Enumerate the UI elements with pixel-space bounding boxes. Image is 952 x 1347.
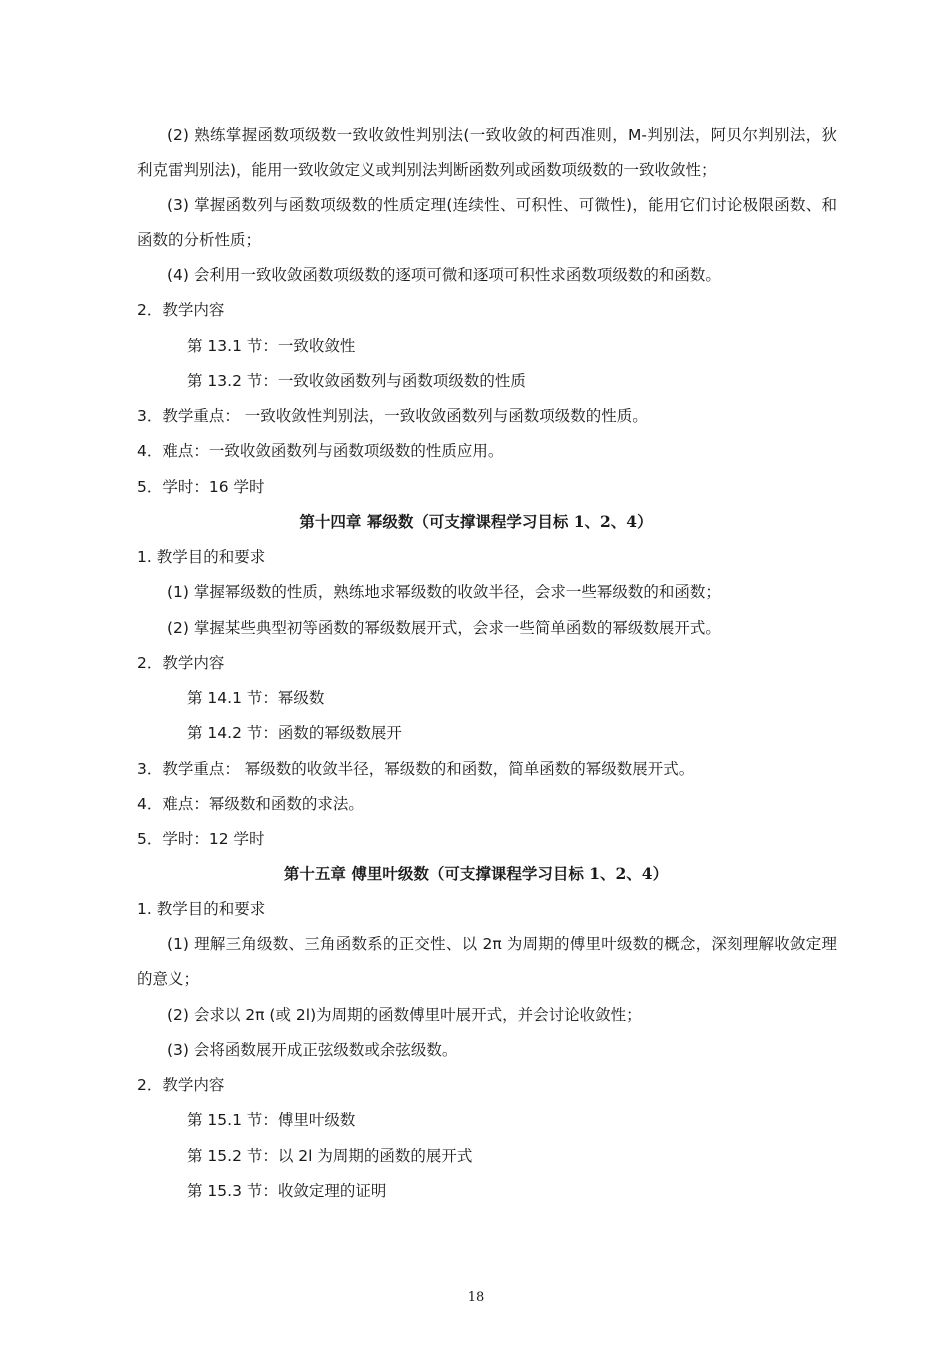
ch15-section-2: 第 15.2 节：以 2l 为周期的函数的展开式 [187, 1147, 473, 1165]
ch13-section-2: 第 13.2 节：一致收敛函数列与函数项级数的性质 [187, 372, 526, 390]
ch15-content-title: 2．教学内容 [137, 1076, 225, 1094]
ch15-section-1: 第 15.1 节：傅里叶级数 [187, 1111, 356, 1129]
ch13-objective-3: (3) 掌握函数列与函数项级数的性质定理(连续性、可积性、可微性)，能用它们讨论极限函数、和函数的分析性质； [137, 196, 837, 249]
ch14-heading: 第十四章 幂级数（可支撑课程学习目标 1、2、4） [299, 512, 653, 531]
ch14-section-2: 第 14.2 节：函数的幂级数展开 [187, 724, 402, 742]
ch13-section-1: 第 13.1 节：一致收敛性 [187, 337, 356, 355]
ch15-objective-2: (2) 会求以 2π (或 2l)为周期的函数傅里叶展开式，并会讨论收敛性； [167, 1006, 642, 1024]
ch15-goal-title: 1. 教学目的和要求 [137, 900, 266, 918]
ch14-difficulty: 4．难点：幂级数和函数的求法。 [137, 795, 364, 813]
ch14-content-title: 2．教学内容 [137, 654, 225, 672]
ch14-key-points: 3．教学重点： 幂级数的收敛半径，幂级数的和函数，简单函数的幂级数展开式。 [137, 760, 695, 778]
ch14-goal-title: 1. 教学目的和要求 [137, 548, 266, 566]
page-number: 18 [467, 1290, 485, 1305]
ch13-hours: 5．学时：16 学时 [137, 478, 265, 496]
ch14-hours: 5．学时：12 学时 [137, 830, 265, 848]
ch13-difficulty: 4．难点：一致收敛函数列与函数项级数的性质应用。 [137, 442, 504, 460]
ch14-section-1: 第 14.1 节：幂级数 [187, 689, 325, 707]
ch14-objective-1: (1) 掌握幂级数的性质，熟练地求幂级数的收敛半径，会求一些幂级数的和函数； [167, 583, 721, 601]
ch15-objective-1: (1) 理解三角级数、三角函数系的正交性、以 2π 为周期的傅里叶级数的概念，深刻理解收敛定理的意义； [137, 935, 837, 988]
ch13-objective-2: (2) 熟练掌握函数项级数一致收敛性判别法(一致收敛的柯西准则，M-判别法，阿贝尔判别法，狄利克雷判别法)，能用一致收敛定义或判别法判断函数列或函数项级数的一致收敛性； [137, 126, 837, 179]
ch14-objective-2: (2) 掌握某些典型初等函数的幂级数展开式，会求一些简单函数的幂级数展开式。 [167, 619, 721, 637]
ch13-key-points: 3．教学重点： 一致收敛性判别法，一致收敛函数列与函数项级数的性质。 [137, 407, 648, 425]
ch15-heading: 第十五章 傅里叶级数（可支撑课程学习目标 1、2、4） [283, 864, 669, 883]
ch15-section-3: 第 15.3 节：收敛定理的证明 [187, 1182, 387, 1200]
ch15-objective-3: (3) 会将函数展开成正弦级数或余弦级数。 [167, 1041, 458, 1059]
ch13-content-title: 2．教学内容 [137, 301, 225, 319]
ch13-objective-4: (4) 会利用一致收敛函数项级数的逐项可微和逐项可积性求函数项级数的和函数。 [167, 266, 721, 284]
